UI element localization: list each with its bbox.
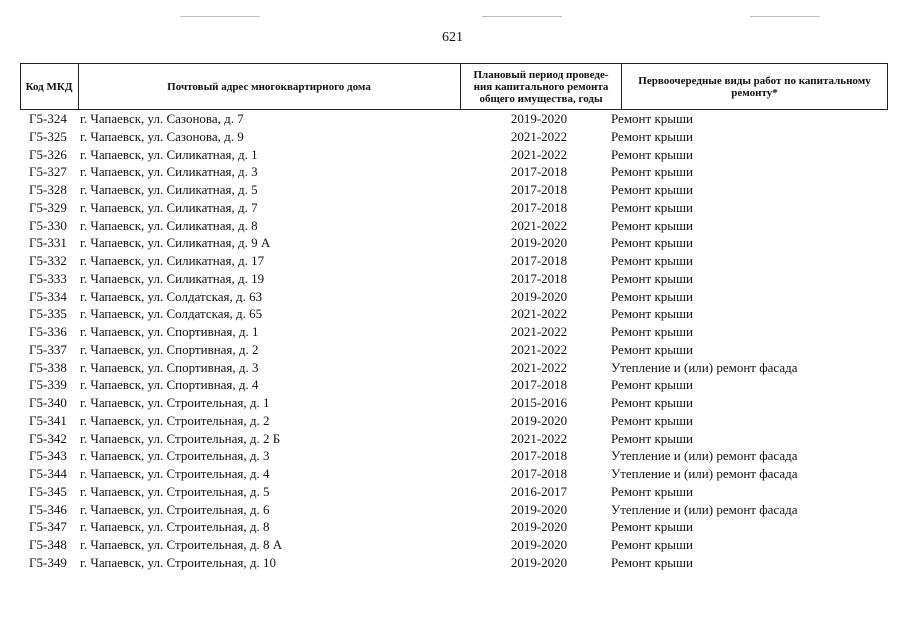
row-address: г. Чапаевск, ул. Спортивная, д. 3 — [80, 359, 259, 375]
row-period: 2021-2022 — [510, 359, 568, 375]
table-row — [0, 146, 905, 164]
row-period: 2021-2022 — [510, 128, 568, 144]
row-address: г. Чапаевск, ул. Сазонова, д. 9 — [80, 128, 244, 144]
header-address: Почтовый адрес многоквартирного дома — [167, 80, 371, 93]
table-row — [0, 128, 905, 146]
row-address: г. Чапаевск, ул. Силикатная, д. 9 А — [80, 235, 271, 251]
row-code: Г5-337 — [29, 341, 67, 357]
header-works: Первоочередные виды работ по капитальному ремонту* — [638, 74, 871, 99]
row-address: г. Чапаевск, ул. Строительная, д. 10 — [80, 554, 276, 570]
row-code: Г5-343 — [29, 448, 67, 464]
row-work: Утепление и (или) ремонт фасада — [611, 501, 798, 517]
row-address: г. Чапаевск, ул. Строительная, д. 4 — [80, 466, 270, 481]
row-address: г. Чапаевск, ул. Строительная, д. 5 — [80, 483, 270, 499]
row-address: г. Чапаевск, ул. Силикатная, д. 3 — [80, 164, 258, 180]
row-period: 2019-2020 — [510, 288, 568, 304]
table-row — [0, 394, 905, 412]
row-code: Г5-326 — [29, 146, 67, 162]
row-work: Ремонт крыши — [611, 253, 693, 268]
table-row — [0, 341, 905, 359]
row-period: 2017-2018 — [510, 377, 568, 393]
row-period: 2016-2017 — [510, 483, 568, 499]
row-address: г. Чапаевск, ул. Спортивная, д. 2 — [80, 341, 259, 357]
table-row — [0, 270, 905, 288]
table-row — [0, 518, 905, 536]
row-period: 2017-2018 — [510, 199, 568, 215]
table-row — [0, 110, 905, 128]
row-work: Ремонт крыши — [611, 430, 693, 446]
row-address: г. Чапаевск, ул. Строительная, д. 6 — [80, 501, 270, 517]
row-work: Ремонт крыши — [611, 306, 693, 322]
row-work: Ремонт крыши — [611, 182, 693, 197]
row-code: Г5-329 — [29, 199, 67, 215]
table-row — [0, 323, 905, 341]
table-row — [0, 465, 905, 483]
row-code: Г5-345 — [29, 483, 67, 499]
row-period: 2019-2020 — [510, 537, 568, 552]
row-work: Ремонт крыши — [611, 537, 693, 552]
table-row — [0, 163, 905, 181]
row-work: Ремонт крыши — [611, 377, 693, 393]
row-period: 2019-2020 — [510, 554, 568, 570]
row-address: г. Чапаевск, ул. Строительная, д. 3 — [80, 448, 270, 464]
header-code: Код МКД — [25, 80, 73, 93]
row-code: Г5-334 — [29, 288, 67, 304]
row-address: г. Чапаевск, ул. Силикатная, д. 19 — [80, 270, 265, 286]
row-work: Ремонт крыши — [611, 412, 693, 428]
row-work: Ремонт крыши — [611, 288, 693, 304]
scan-artifact-line — [750, 16, 820, 17]
row-code: Г5-342 — [29, 430, 67, 446]
row-code: Г5-336 — [29, 324, 67, 339]
table-row — [0, 536, 905, 554]
row-code: Г5-344 — [29, 466, 67, 481]
row-period: 2021-2022 — [510, 146, 568, 162]
row-work: Ремонт крыши — [611, 341, 693, 357]
row-code: Г5-327 — [29, 164, 67, 180]
table-body — [0, 110, 905, 572]
row-code: Г5-324 — [29, 111, 67, 126]
scan-artifact-line — [180, 16, 260, 17]
table-row — [0, 376, 905, 394]
table-row — [0, 234, 905, 252]
row-work: Ремонт крыши — [611, 128, 693, 144]
row-period: 2021-2022 — [510, 341, 568, 357]
header-period: Плановый период проведе-ния капитального ремонта общего имущества, годы — [473, 68, 609, 105]
row-code: Г5-325 — [29, 128, 67, 144]
row-work: Утепление и (или) ремонт фасада — [611, 466, 798, 481]
scan-artifact-line — [482, 16, 562, 17]
row-period: 2019-2020 — [510, 501, 568, 517]
table-row — [0, 359, 905, 377]
table-row — [0, 217, 905, 235]
row-code: Г5-333 — [29, 270, 67, 286]
table-row — [0, 430, 905, 448]
table-row — [0, 252, 905, 270]
row-period: 2017-2018 — [510, 182, 568, 197]
table-row — [0, 305, 905, 323]
table-row — [0, 447, 905, 465]
row-period: 2021-2022 — [510, 306, 568, 322]
row-address: г. Чапаевск, ул. Силикатная, д. 1 — [80, 146, 258, 162]
row-period: 2017-2018 — [510, 466, 568, 481]
row-code: Г5-339 — [29, 377, 67, 393]
row-work: Ремонт крыши — [611, 395, 693, 410]
row-work: Ремонт крыши — [611, 235, 693, 251]
row-work: Ремонт крыши — [611, 146, 693, 162]
row-address: г. Чапаевск, ул. Строительная, д. 8 А — [80, 537, 283, 552]
row-period: 2015-2016 — [510, 395, 568, 410]
row-period: 2017-2018 — [510, 270, 568, 286]
row-period: 2019-2020 — [510, 519, 568, 535]
row-period: 2017-2018 — [510, 164, 568, 180]
row-address: г. Чапаевск, ул. Строительная, д. 2 Б — [80, 430, 281, 446]
table-row — [0, 554, 905, 572]
row-work: Утепление и (или) ремонт фасада — [611, 448, 798, 464]
row-period: 2019-2020 — [510, 412, 568, 428]
row-address: г. Чапаевск, ул. Силикатная, д. 7 — [80, 199, 258, 215]
table-row — [0, 483, 905, 501]
row-address: г. Чапаевск, ул. Солдатская, д. 65 — [80, 306, 263, 322]
row-code: Г5-348 — [29, 537, 67, 552]
row-work: Ремонт крыши — [611, 164, 693, 180]
row-code: Г5-332 — [29, 253, 67, 268]
row-period: 2019-2020 — [510, 111, 568, 126]
row-period: 2021-2022 — [510, 217, 568, 233]
row-code: Г5-335 — [29, 306, 67, 322]
row-address: г. Чапаевск, ул. Солдатская, д. 63 — [80, 288, 263, 304]
row-code: Г5-346 — [29, 501, 67, 517]
row-period: 2017-2018 — [510, 448, 568, 464]
row-address: г. Чапаевск, ул. Силикатная, д. 17 — [80, 253, 265, 268]
table-row — [0, 288, 905, 306]
row-address: г. Чапаевск, ул. Спортивная, д. 4 — [80, 377, 259, 393]
row-code: Г5-331 — [29, 235, 67, 251]
row-address: г. Чапаевск, ул. Силикатная, д. 5 — [80, 182, 258, 197]
row-code: Г5-338 — [29, 359, 67, 375]
row-address: г. Чапаевск, ул. Строительная, д. 2 — [80, 412, 270, 428]
table-row — [0, 181, 905, 199]
row-code: Г5-349 — [29, 554, 67, 570]
table-row — [0, 412, 905, 430]
row-code: Г5-328 — [29, 182, 67, 197]
row-address: г. Чапаевск, ул. Сазонова, д. 7 — [80, 111, 244, 126]
table-row — [0, 501, 905, 519]
row-work: Ремонт крыши — [611, 217, 693, 233]
row-code: Г5-340 — [29, 395, 67, 410]
row-address: г. Чапаевск, ул. Строительная, д. 8 — [80, 519, 270, 535]
row-work: Утепление и (или) ремонт фасада — [611, 359, 798, 375]
row-period: 2021-2022 — [510, 430, 568, 446]
row-period: 2019-2020 — [510, 235, 568, 251]
row-address: г. Чапаевск, ул. Спортивная, д. 1 — [80, 324, 259, 339]
row-code: Г5-341 — [29, 412, 67, 428]
row-period: 2017-2018 — [510, 253, 568, 268]
row-code: Г5-330 — [29, 217, 67, 233]
row-address: г. Чапаевск, ул. Силикатная, д. 8 — [80, 217, 258, 233]
table-header — [20, 63, 888, 110]
row-work: Ремонт крыши — [611, 554, 693, 570]
row-work: Ремонт крыши — [611, 324, 693, 339]
row-address: г. Чапаевск, ул. Строительная, д. 1 — [80, 395, 270, 410]
row-period: 2021-2022 — [510, 324, 568, 339]
row-work: Ремонт крыши — [611, 270, 693, 286]
table-row — [0, 199, 905, 217]
row-work: Ремонт крыши — [611, 111, 693, 126]
row-work: Ремонт крыши — [611, 519, 693, 535]
row-code: Г5-347 — [29, 519, 67, 535]
page-number: 621 — [442, 30, 463, 45]
row-work: Ремонт крыши — [611, 199, 693, 215]
row-work: Ремонт крыши — [611, 483, 693, 499]
